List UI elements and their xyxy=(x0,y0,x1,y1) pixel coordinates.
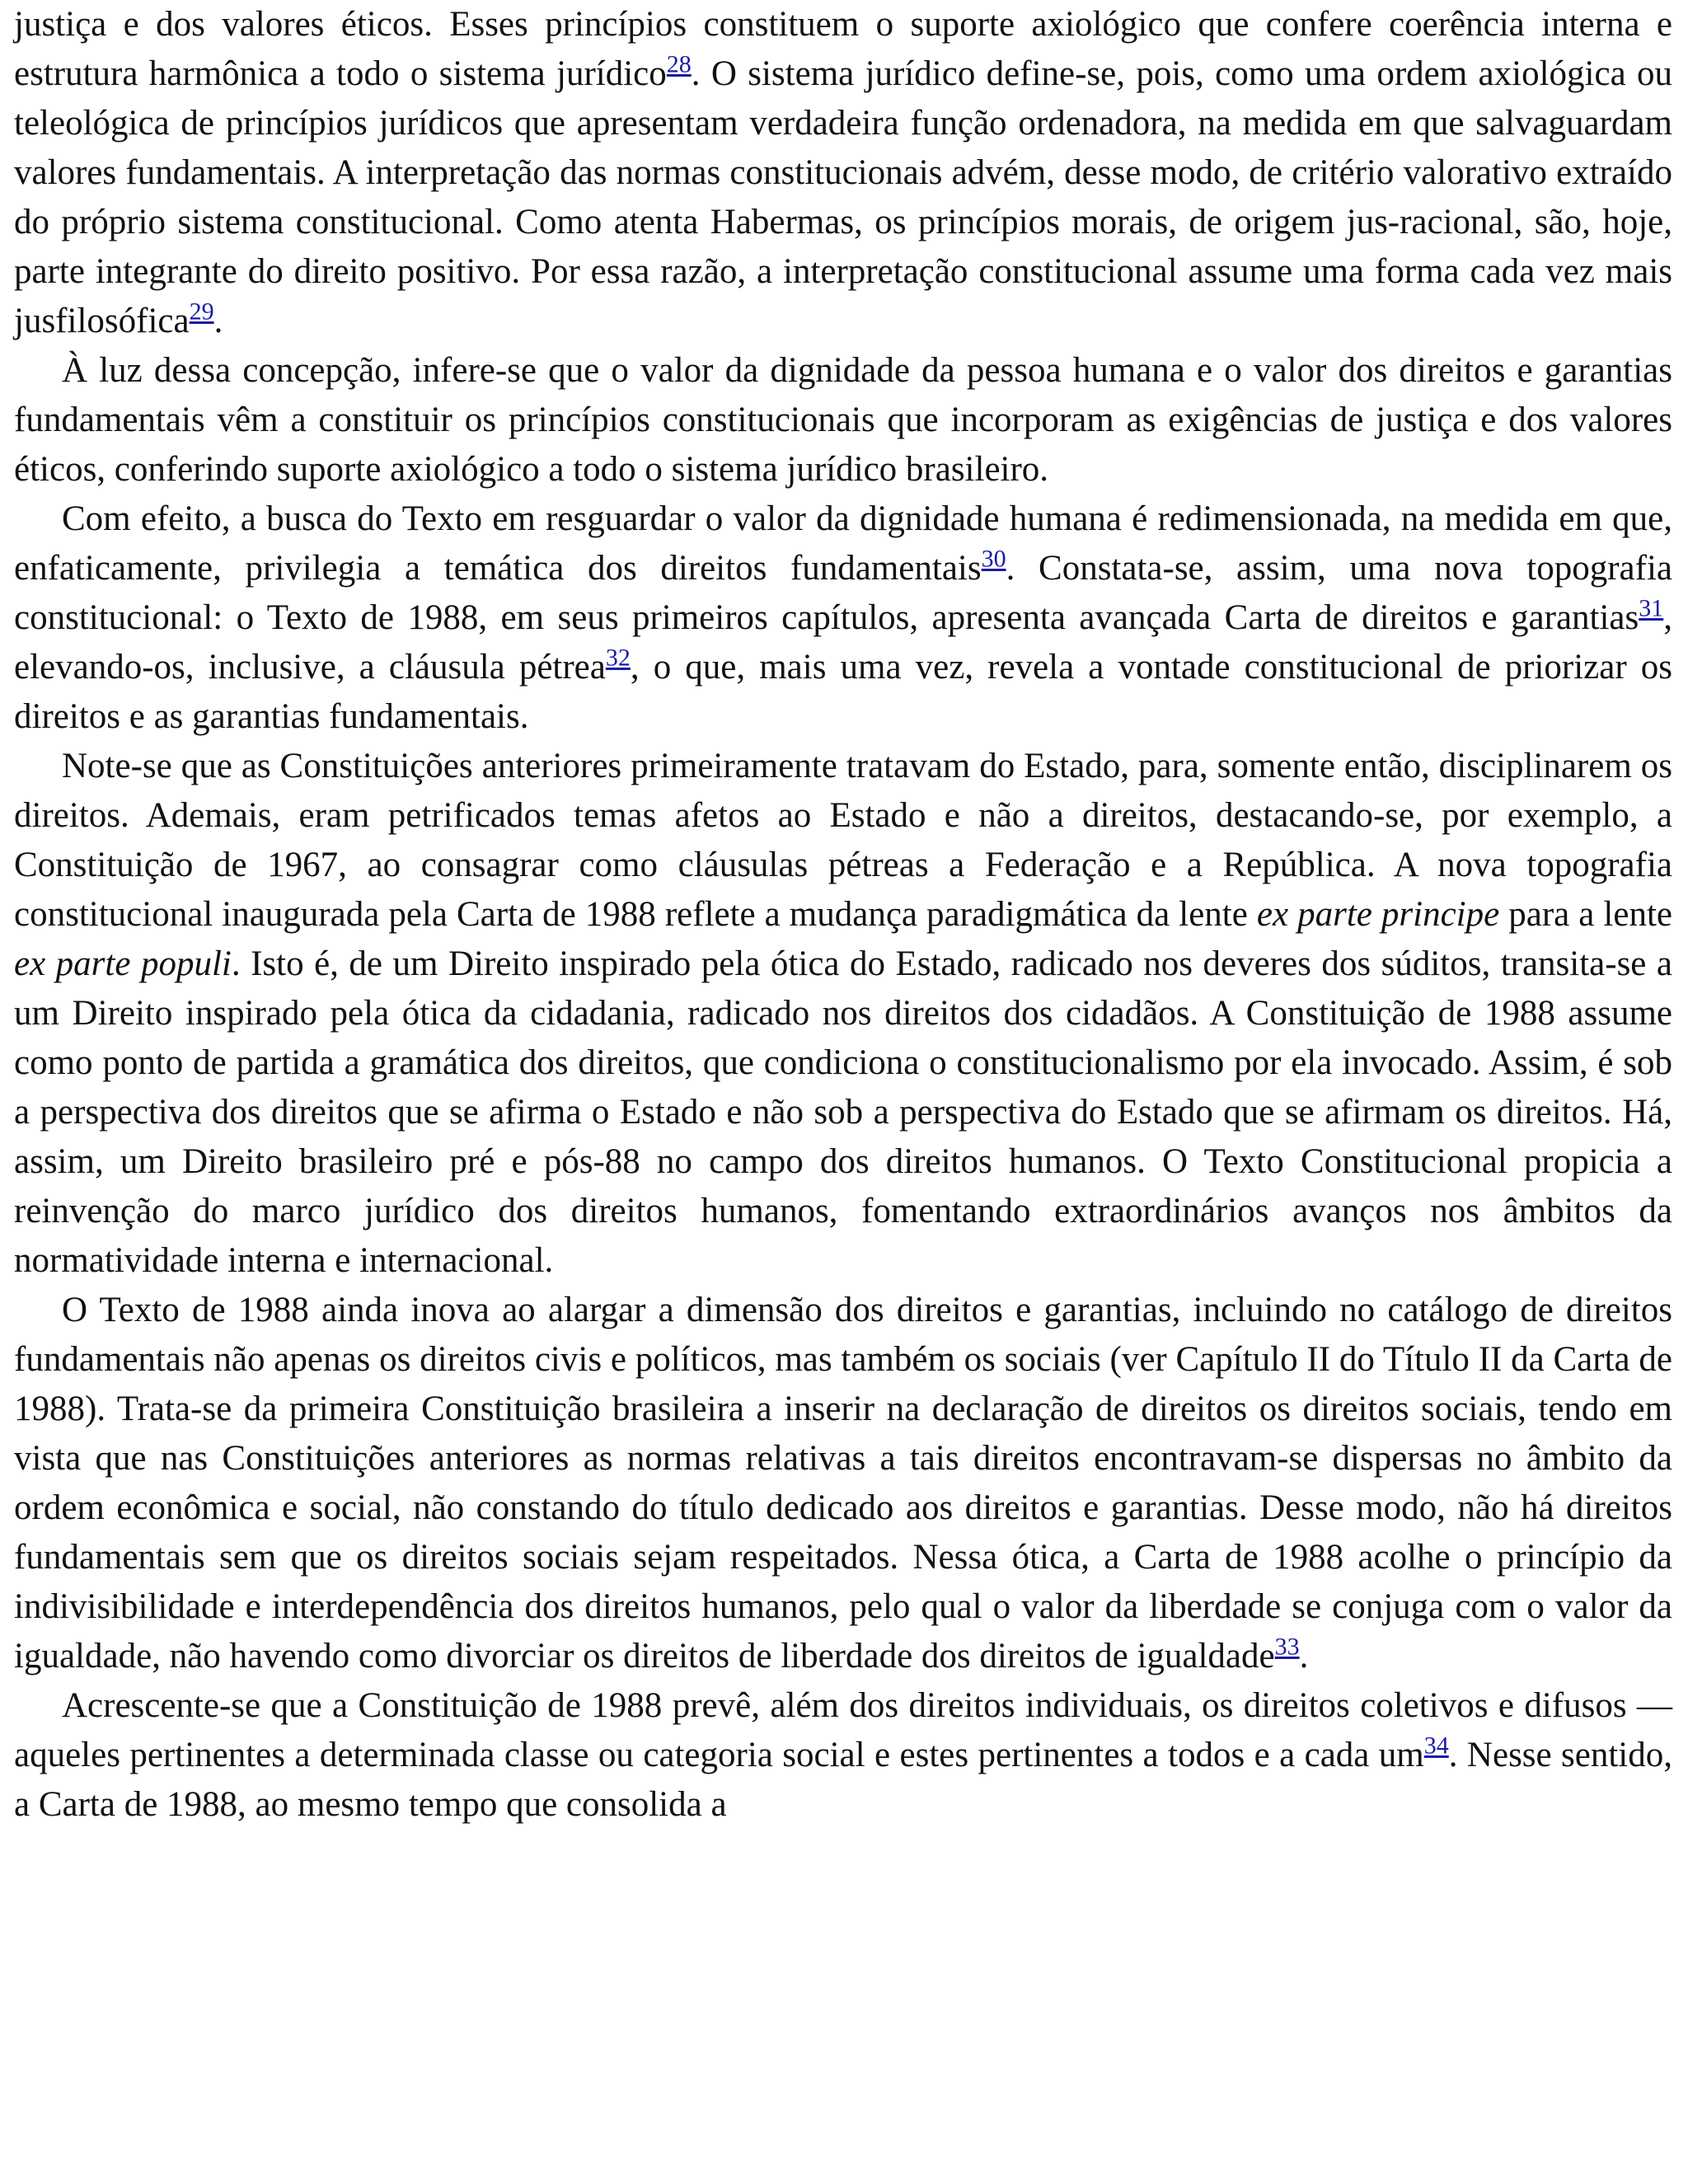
paragraph-1 xyxy=(14,0,1672,346)
body-text: O Texto de 1988 ainda inova ao alargar a dimensão dos direitos e garantias, incluindo no catálogo de direitos fundamentais não apenas os direitos civis e políticos, mas também os sociais (ver Capítulo II do Título II da Carta de 1988). Trata-se da primeira Constituição brasileira a inserir na declaração de direitos os direitos sociais, tendo em vista que nas Constituições anteriores as normas relativas a tais direitos encontravam-se dispersas no âmbito da ordem econômica e social, não constando do título dedicado aos direitos e garantias. Desse modo, não há direitos fundamentais sem que os direitos sociais sejam respeitados. Nessa ótica, a Carta de 1988 acolhe o princípio da indivisibilidade e interdependência dos direitos humanos, pelo qual o valor da liberdade se conjuga com o valor da igualdade, não havendo como divorciar os direitos de liberdade dos direitos de igualdade xyxy=(14,1291,1672,1675)
footnote-link-30[interactable]: 30 xyxy=(981,545,1006,573)
body-text: . O sistema jurídico define-se, pois, como uma ordem axiológica ou teleológica de princípios jurídicos que apresentam verdadeira função ordenadora, na medida em que salvaguardam valores fundamentais. A interpretação das normas constitucionais advém, desse modo, de critério valorativo extraído do próprio sistema constitucional. Como atenta Habermas, os princípios morais, de origem jus-racional, são, hoje, parte integrante do direito positivo. Por essa razão, a interpretação constitucional assume uma forma cada vez mais jusfilosófica xyxy=(14,54,1673,340)
body-text: À luz dessa concepção, infere-se que o valor da dignidade da pessoa humana e o valor dos direitos e garantias fundamentais vêm a constituir os princípios constitucionais que incorporam as exigências de justiça e dos valores éticos, conferindo suporte axiológico a todo o sistema jurídico brasileiro. xyxy=(14,351,1672,489)
footnote-link-29[interactable]: 29 xyxy=(189,298,214,326)
footnote-link-31[interactable]: 31 xyxy=(1639,594,1664,622)
paragraph-2 xyxy=(14,346,1672,494)
paragraph-6 xyxy=(14,1681,1672,1830)
document-page xyxy=(14,0,1672,1830)
footnote-link-34[interactable]: 34 xyxy=(1423,1732,1449,1760)
body-text: . Nesse sentido, a Carta de 1988, ao mesmo tempo que consolida a xyxy=(14,1736,1672,1824)
footnote-link-32[interactable]: 32 xyxy=(605,644,631,672)
body-text: , o que, mais uma vez, revela a vontade constitucional de priorizar os direitos e as garantias fundamentais. xyxy=(14,648,1672,736)
paragraph-4 xyxy=(14,742,1672,1286)
italic-text: ex parte principe xyxy=(1256,895,1500,934)
body-text: . Constata-se, assim, uma nova topografia constitucional: o Texto de 1988, em seus primeiros capítulos, apresenta avançada Carta de direitos e garantias xyxy=(14,549,1672,637)
paragraph-3 xyxy=(14,494,1672,742)
body-text: Acrescente-se que a Constituição de 1988 prevê, além dos direitos individuais, os direitos coletivos e difusos — aqueles pertinentes a determinada classe ou categoria social e estes pertinentes a todos e a cada um xyxy=(14,1686,1672,1774)
italic-text: ex parte populi xyxy=(14,944,232,983)
body-text: , elevando-os, inclusive, a cláusula pétrea xyxy=(14,598,1672,687)
body-text: Com efeito, a busca do Texto em resguardar o valor da dignidade humana é redimensionada, na medida em que, enfaticamente, privilegia a temática dos direitos fundamentais xyxy=(14,499,1672,588)
body-text: . xyxy=(213,302,223,340)
body-text: para a lente xyxy=(1499,895,1672,934)
body-text: . Isto é, de um Direito inspirado pela ótica do Estado, radicado nos deveres dos súditos, transita-se a um Direito inspirado pela ótica da cidadania, radicado nos direitos dos cidadãos. A Constituição de 1988 assume como ponto de partida a gramática dos direitos, que condiciona o constitucionalismo por ela invocado. Assim, é sob a perspectiva dos direitos que se afirma o Estado e não sob a perspectiva do Estado que se afirmam os direitos. Há, assim, um Direito brasileiro pré e pós-88 no campo dos direitos humanos. O Texto Constitucional propicia a reinvenção do marco jurídico dos direitos humanos, fomentando extraordinários avanços nos âmbitos da normatividade interna e internacional. xyxy=(14,944,1672,1280)
footnote-link-33[interactable]: 33 xyxy=(1274,1633,1300,1661)
footnote-link-28[interactable]: 28 xyxy=(666,50,692,78)
body-text: justiça e dos valores éticos. Esses princípios constituem o suporte axiológico que confere coerência interna e estrutura harmônica a todo o sistema jurídico xyxy=(14,5,1672,93)
body-text: Note-se que as Constituições anteriores primeiramente tratavam do Estado, para, somente então, disciplinarem os direitos. Ademais, eram petrificados temas afetos ao Estado e não a direitos, destacando-se, por exemplo, a Constituição de 1967, ao consagrar como cláusulas pétreas a Federação e a República. A nova topografia constitucional inaugurada pela Carta de 1988 reflete a mudança paradigmática da lente xyxy=(14,747,1672,934)
body-text: . xyxy=(1299,1637,1309,1675)
paragraph-5 xyxy=(14,1286,1672,1681)
